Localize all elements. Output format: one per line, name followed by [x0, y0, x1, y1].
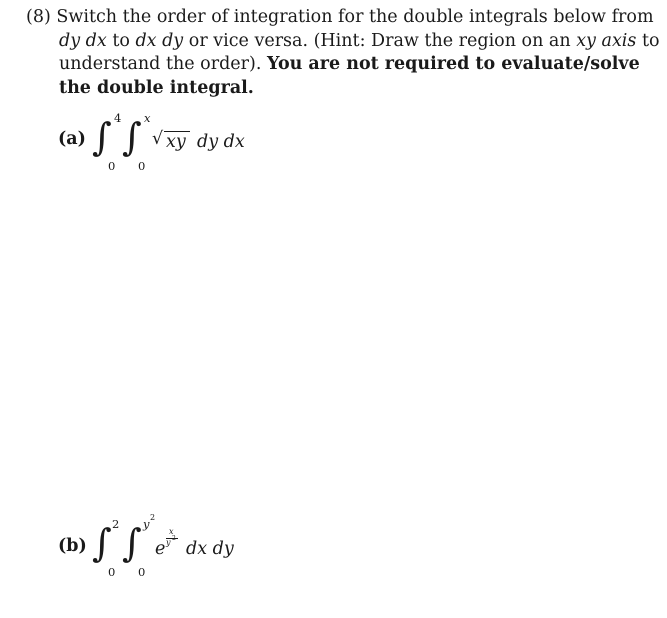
radicand: xy: [166, 132, 186, 152]
radical-sign: √: [152, 129, 164, 149]
inner-lower-limit: 0: [138, 159, 146, 173]
outer-upper-limit: 2: [112, 517, 120, 531]
math-dx-dy: dx dy: [135, 30, 184, 51]
math-dy-dx: dy dx: [59, 30, 107, 51]
problem-8: [26, 6, 660, 100]
part-b-label: (b): [58, 536, 87, 556]
problem-line1-text: Switch the order of integration for the double integrals below from: [56, 7, 654, 27]
outer-lower-limit: 0: [108, 565, 116, 579]
problem-number: (8): [26, 7, 51, 27]
inner-upper-limit: x: [144, 111, 151, 125]
word-to-end: to: [641, 30, 660, 51]
outer-lower-limit: 0: [108, 159, 116, 173]
part-a-label: (a): [58, 129, 86, 149]
outer-integral-sign: ∫: [92, 115, 112, 159]
part-a: [56, 110, 276, 180]
exponent-numerator: x: [169, 527, 174, 536]
problem-line-3: [26, 53, 638, 77]
word-to: to: [112, 30, 130, 51]
differentials-a: dy dx: [197, 132, 245, 152]
differentials-b: dx dy: [186, 539, 234, 559]
problem-line-2: [26, 30, 660, 54]
exponent-denominator-exp: 2: [172, 535, 176, 542]
exp-base: e: [155, 539, 166, 559]
inner-lower-limit: 0: [138, 565, 146, 579]
inner-integral-sign: ∫: [122, 115, 142, 159]
problem-line3-text: understand the order).: [59, 54, 262, 74]
inner-integral-sign: ∫: [122, 521, 142, 565]
problem-line-4: [26, 77, 638, 101]
inner-upper-limit-base: y: [143, 517, 150, 531]
exponent-denominator: y: [166, 538, 171, 547]
problem-line2-text: or vice versa. (Hint: Draw the region on an: [188, 30, 571, 51]
part-b: [56, 514, 296, 584]
inner-upper-limit-exp: 2: [150, 513, 156, 522]
outer-integral-sign: ∫: [92, 521, 112, 565]
problem-bold-note: You are not required to evaluate/solve: [266, 54, 640, 74]
outer-upper-limit: 4: [114, 111, 122, 125]
problem-line-1: [26, 6, 654, 30]
math-xy-axis: xy axis: [576, 30, 637, 51]
problem-bold-note-end: the double integral.: [59, 77, 254, 98]
